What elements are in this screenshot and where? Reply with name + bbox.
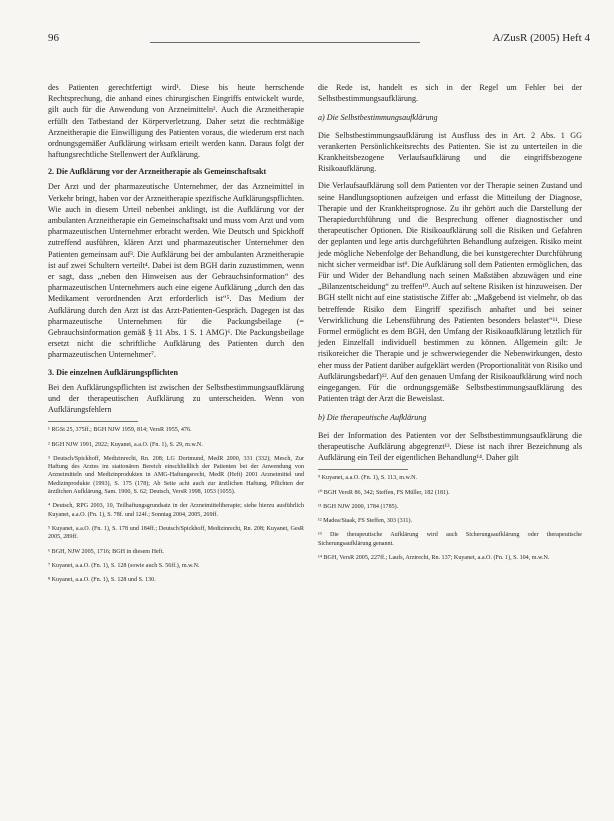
footnote: ⁶ BGH, NJW 2005, 1716; BGH in diesem Heft. — [48, 548, 164, 555]
footnote: ⁷ Kuyanet, a.a.O. (Fn. 1), S. 128 (sowie auch S. 56ff.), m.w.N. — [48, 562, 200, 569]
paragraph: Die Verlaufsaufklärung soll dem Patienten vor der Therapie seinen Zustand und seine Handlungsoptionen aufzeigen und erfasst die Mitteilung der Diagnose, Therapie und der Krankheitsprognose. Zu ihr gehört auch die Darstellung der Therapiedurchführung und die Besprechung offener diagnostischer und therapeutischer Optionen. Die Risikoaufklärung soll die Risiken und Gefahren der geplanten und lege artis durchgeführten Behandlung aufzeigen. Risiko meint jede mögliche Nebenfolge der Behandlung, die bei kunstgerechter Durchführung nicht sicher vermeidbar ist⁹. Die Aufklärung soll dem Patienten ermöglichen, das Für und Wider der Behandlung nach seinen Maßstäben abzuwägen und eine „Bilanzentscheidung“ zu treffen¹⁰. Auch auf seltene Risiken ist hinzuweisen. Der BGH stellt nicht auf eine statistische Ziffer ab: „Maßgebend ist vielmehr, ob das betreffende Risiko dem Eingriff spezifisch anhaftet und bei seiner Verwirklichung die Lebensführung des Patienten besonders belastet“¹¹. Diese Formel ermöglicht es dem BGH, den Umfang der Risikoaufklärung letztlich für jeden Einzelfall individuell bestimmen zu können. Allgemein gilt: Je risikoreicher die Therapie und je schwerwiegender die Nebenwirkungen, desto eher muss der Patient darüber aufgeklärt werden (Proportionalität von Risiko und Aufklärungsbedarf)¹². Auf den genauen Umfang der Risikoaufklärung wird noch eingegangen. Für die ordnungsgemäße Selbstbestimmungsaufklärung des Patienten trägt der Arzt die Beweislast. — [318, 181, 582, 404]
footnote-divider — [318, 469, 408, 470]
footnote: ⁵ Kuyanet, a.a.O. (Fn. 1), S. 178 und 184ff.; Deutsch/Spickhoff, Medizinrecht, Rn. 208; Kuyanet, GesR 2005, 289ff. — [48, 525, 304, 541]
page-header — [0, 32, 614, 52]
footnote: ¹⁰ BGH VersR 86, 342; Steffen, FS Müller, 182 (181). — [318, 489, 450, 496]
section-heading: 2. Die Aufklärung vor der Arzneitherapie als Gemeinschaftsakt — [48, 167, 267, 177]
paragraph: Bei den Aufklärungspflichten ist zwischen der Selbstbestimmungsaufklärung und der therapeutischen Aufklärung zu unterscheiden. Wenn von Aufklärungsfehlern — [48, 382, 304, 415]
paragraph: des Patienten gerechtfertigt wird¹. Diese bis heute herrschende Rechtsprechung, die anhand eines chirurgischen Eingriffs entwickelt wurde, gilt auch für die Anwendung von Arzneimitteln². Auch die Arzneitherapie erfüllt den Tatbestand der Körperverletzung. Daher setzt die rechtmäßige Arzneitherapie die Einwilligung des Patienten voraus, die wiederum erst nach ordnungsgemäßer Aufklärung wirksam erteilt werden kann. Daraus folgt der haftungsrechtliche Stellenwert der Aufklärung. — [48, 83, 304, 160]
page-number: 96 — [48, 32, 59, 44]
paragraph: die Rede ist, handelt es sich in der Regel um Fehler bei der Selbstbestimmungsaufklärung. — [318, 83, 582, 104]
left-column — [48, 82, 304, 590]
right-column — [318, 82, 582, 568]
paragraph: Der Arzt und der pharmazeutische Unternehmer, der das Arzneimittel in Verkehr bringt, haben vor der Arzneitherapie spezifische Aufklärungspflichten. Wie auch in diesem Urteil nebenbei anklingt, ist die Aufklärung vor der ambulanten Arzneitherapie ein Gemeinschaftsakt und muss vom Arzt und vom pharmazeutischen Unternehmer erbracht werden. Wie Deutsch und Spickhoff zutreffend ausführen, klären Arzt und pharmazeutischer Unternehmer den Patienten gemeinsam auf³. Die Aufklärung bei der ambulanten Arzneitherapie ist auf zwei Schultern verteilt⁴. Dabei ist dem BGH darin zuzustimmen, wenn er sagt, dass „neben den Hinweisen aus der Gebrauchsinformation“ des pharmazeutischen Unternehmers auch eine eigene Aufklärung „durch den das Medikament verordnenden Arzt erforderlich ist“⁵. Das Medium der Aufklärung durch den Arzt ist das Arzt-Patienten-Gespräch. Dagegen ist das pharmazeutische Unternehmen für die Packungsbeilage (= Gebrauchsinformation gemäß § 11 Abs. 1 S. 1 AMG)⁶. Die Packungsbeilage ersetzt nicht die schriftliche Aufklärung des Patienten durch den pharmazeutischen Unternehmer⁷. — [48, 182, 304, 360]
footnote: ¹⁴ BGH, VersR 2005, 227ff.; Laufs, Arztrecht, Rn. 137; Kuyanet, a.a.O. (Fn. 1), S. 104, m.w.N. — [318, 555, 550, 562]
paragraph: Bei der Information des Patienten vor der Selbstbestimmungsaufklärung die therapeutische Aufklärung abgegrenzt¹³. Diese ist nach ihrer Bezeichnung als Aufklärung ein Teil der eigentlichen Behandlung¹⁴. Daher gilt — [318, 430, 582, 463]
paragraph: Die Selbstbestimmungsaufklärung ist Ausfluss des in Art. 2 Abs. 1 GG verankerten Persönlichkeitsrechts des Patienten. Sie ist zu unterteilen in die Krankheitsbezogene Verlaufsaufklärung und die eingriffsbezogene Risikoaufklärung. — [318, 130, 582, 174]
footnote: ² BGH NJW 1991, 2922; Kuyanet, a.a.O. (Fn. 1), S. 29, m.w.N. — [48, 441, 203, 448]
subsection-heading: b) Die therapeutische Aufklärung — [318, 413, 427, 423]
footnote: ¹¹ BGH NJW 2000, 1784 (1785). — [318, 503, 399, 510]
journal-citation: A/ZusR (2005) Heft 4 — [492, 32, 590, 44]
footnote: ³ Deutsch/Spickhoff, Medizinrecht, Rn. 208; LG Dortmund, MedR 2000, 331 (332); Mesch, Zur Haftung des Arztes im stationären Bereich einschließlich der Patienten bei der Anwendung von Arzneimitteln und Medizinprodukten in AMG-Haftungsrecht, MedR (Heft) 2001 Arzneimittel und Medizinprodukte (1993), S. 175 (178); Ab Seite acht auch zur ärztlichen Haftung, Pflichten der ärztlichen Aufklärung, Sam. 1900, S. 62; Deutsch, VersR 1998, 1053 (1055). — [48, 455, 304, 496]
footnote: ⁹ Kuyanet, a.a.O. (Fn. 1), S. 113, m.w.N. — [318, 475, 417, 482]
subsection-heading: a) Die Selbstbestimmungsaufklärung — [318, 113, 438, 123]
header-rule — [150, 42, 420, 43]
footnote: ⁸ Kuyanet, a.a.O. (Fn. 1), S. 128 und S. 130. — [48, 577, 156, 584]
footnote-divider — [48, 421, 138, 422]
section-heading: 3. Die einzelnen Aufklärungspflichten — [48, 367, 178, 377]
footnote: ¹² Madea/Staak, FS Steffen, 303 (311). — [318, 518, 413, 525]
footnote: ¹ RGSt 25, 375ff.; BGH NJW 1959, 814; VersR 1955, 476. — [48, 427, 192, 434]
footnote: ¹³ Die therapeutische Aufklärung wird auch Sicherungsaufklärung oder therapeutische Sicherungsaufklärung genannt. — [318, 532, 582, 547]
footnote: ⁴ Deutsch, RPG 2003, 10, Teilhaftungsgrundsatz in der Arzneimitteltherapie; siehe hierzu ausführlich Kuyanet, a.a.O. (Fn. 1), S. 78f. und 124f.; Sonntag 2004, 2005, 269ff. — [48, 503, 304, 518]
